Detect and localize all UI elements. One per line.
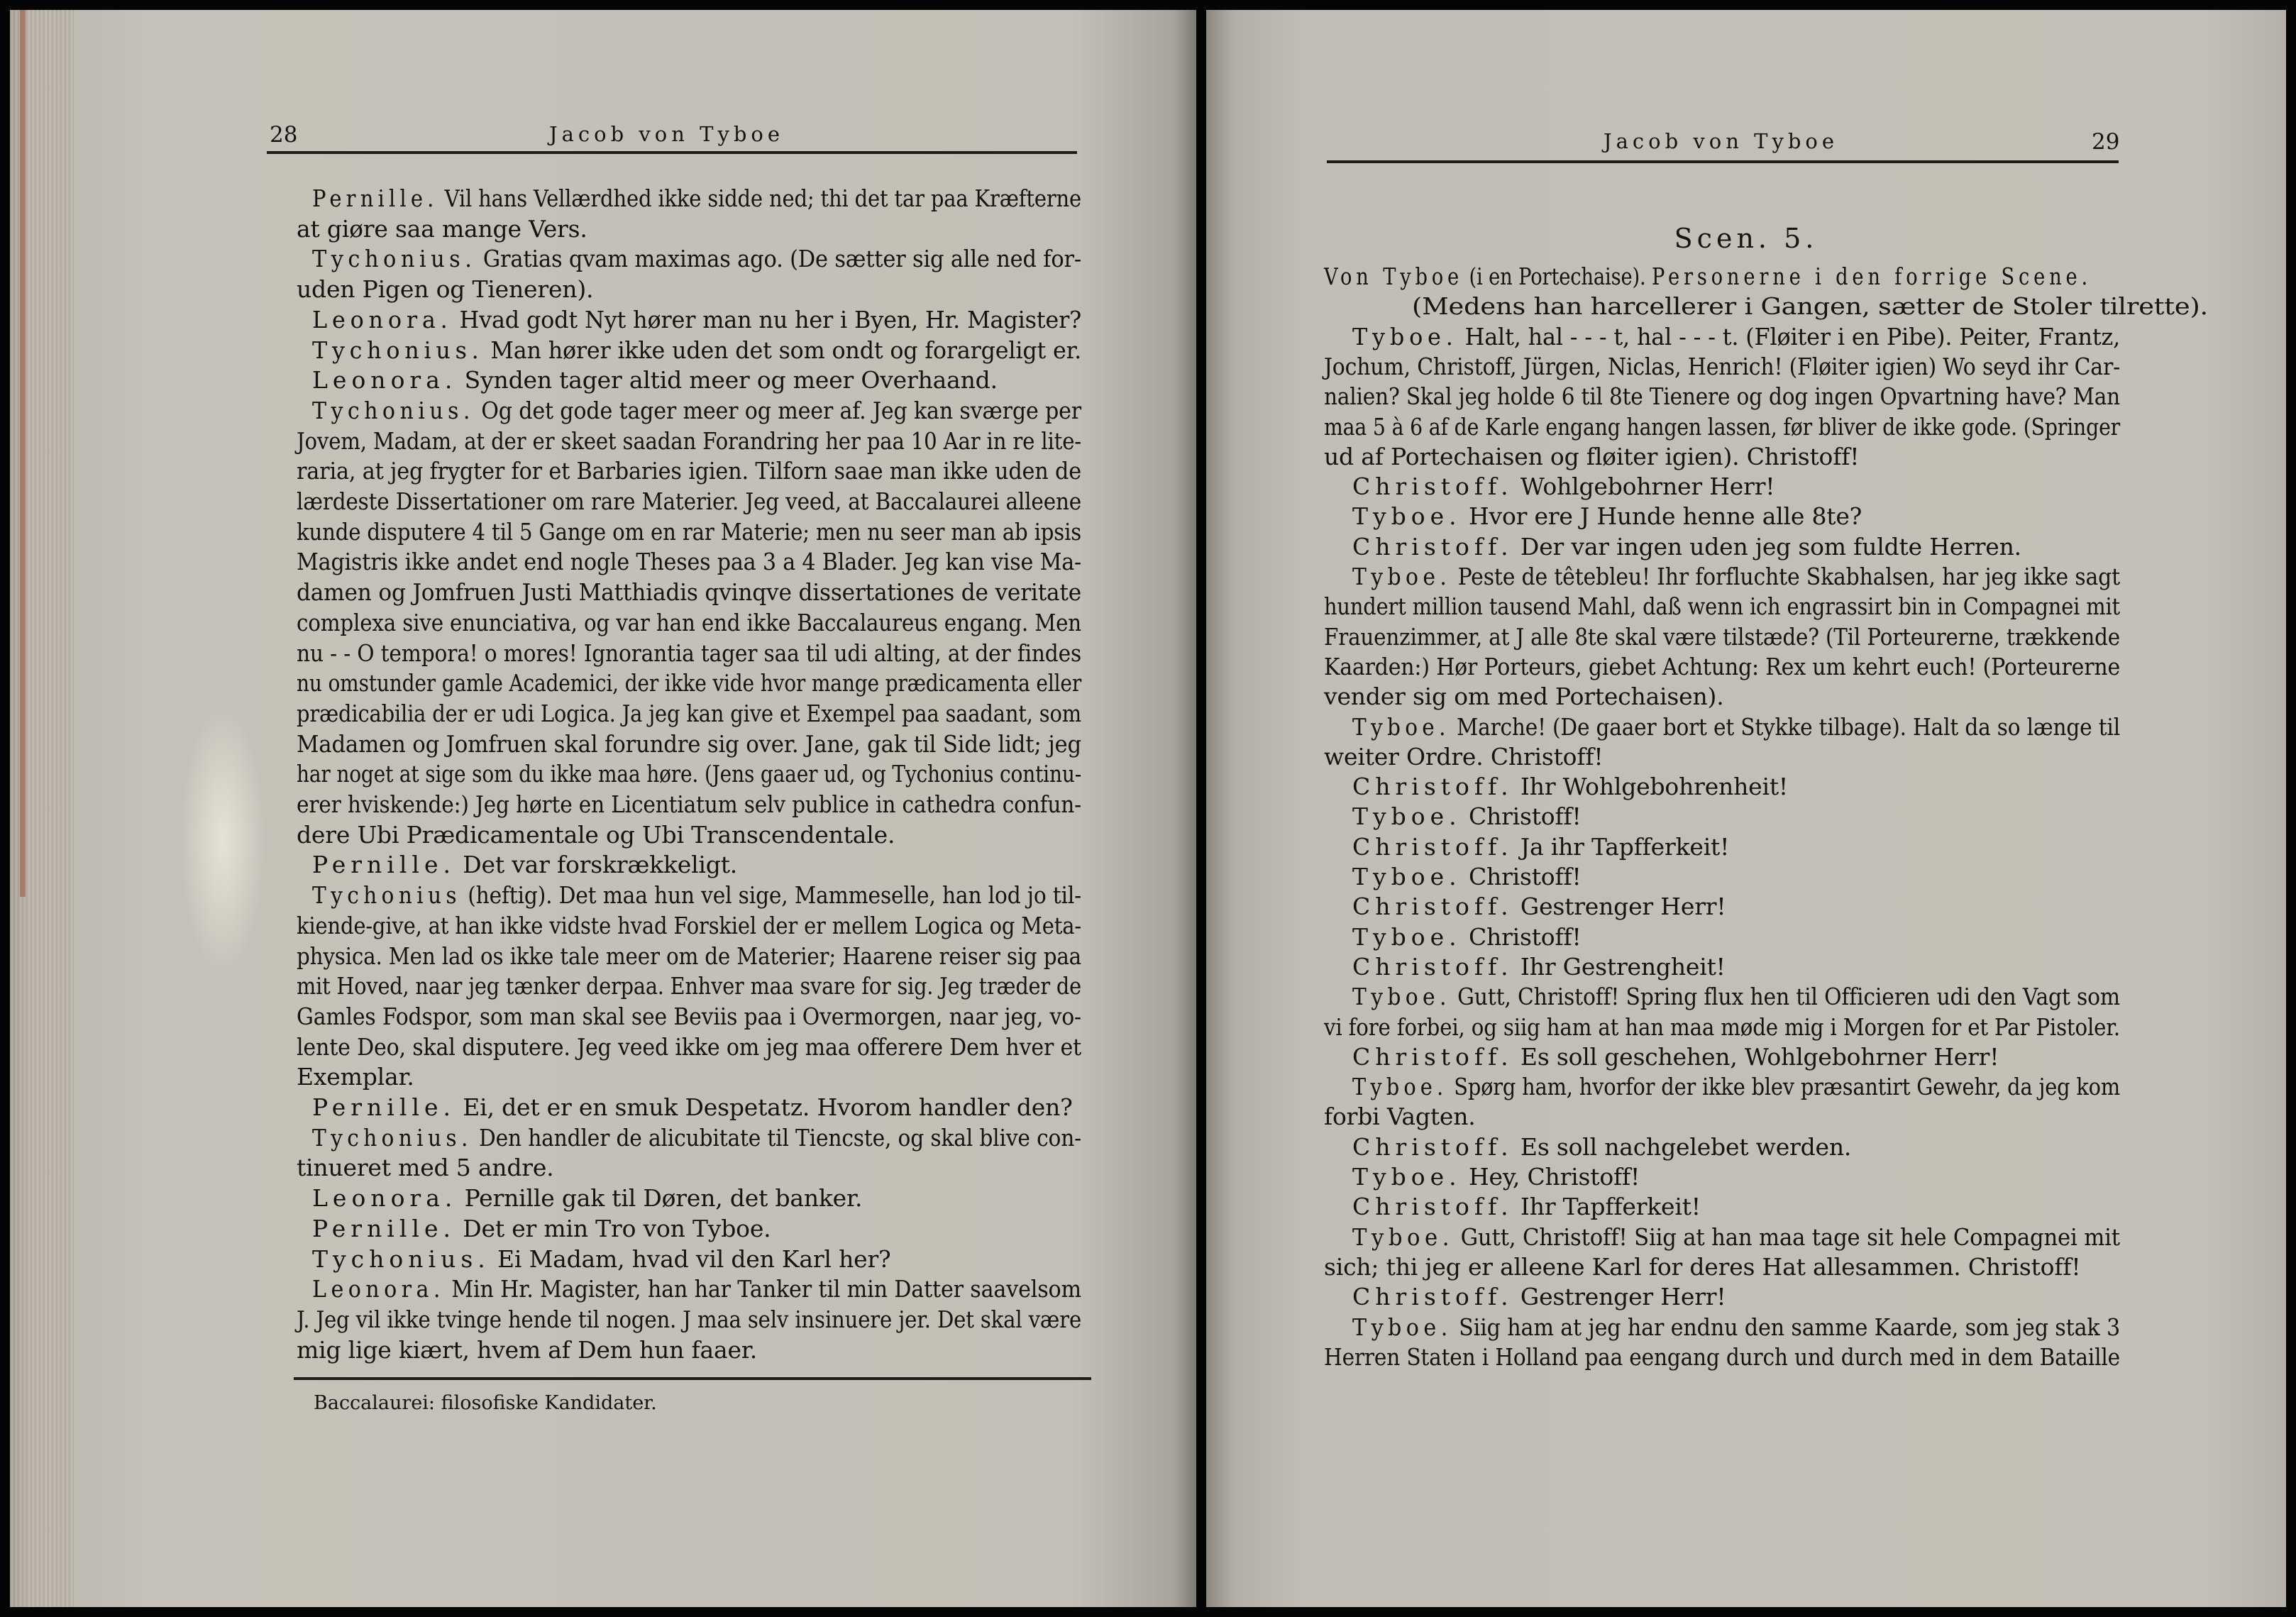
text-run: J. Jeg vil ikke tvinge hende til nogen. J maa selv insinuere jer. Det skal være: [297, 1305, 1082, 1333]
text-line: [1352, 1133, 1851, 1161]
text-line: [1324, 683, 1723, 711]
text-line: [1352, 983, 2120, 1011]
text-line: [1352, 1223, 2120, 1252]
text-line: [297, 1336, 757, 1364]
footnote: Baccalaurei: filosofiske Kandidater.: [314, 1392, 657, 1414]
speaker-name: Tychonius.: [312, 396, 475, 424]
text-run: Halt, hal - - - t, hal - - - t. (Fløiter i en Pibe). Peiter, Frantz,: [1457, 322, 2121, 351]
text-run: (i en Portechaise).: [1463, 263, 1652, 290]
text-run: Pernille gak til Døren, det banker.: [457, 1184, 863, 1213]
text-line: [297, 457, 1081, 485]
text-line: [297, 1003, 1081, 1031]
speaker-name: Tyboe.: [1352, 563, 1452, 590]
speaker-name: Christoff.: [1352, 1193, 1513, 1221]
speaker-name: Tychonius.: [312, 1123, 473, 1152]
text-run: nu omstunder gamle Academici, der ikke vide hvor mange prædicamenta eller: [297, 669, 1082, 697]
text-line: [297, 942, 1081, 971]
text-run: tinueret med 5 andre.: [297, 1154, 554, 1182]
text-line: [297, 1154, 553, 1182]
text-run: Ei Madam, hvad vil den Karl her?: [490, 1245, 891, 1273]
text-line: [1352, 323, 2120, 351]
text-line: [312, 397, 1081, 425]
text-line: [312, 1275, 1081, 1303]
text-run: nalien? Skal jeg holde 6 til 8te Tienere og dog ingen Opvartning have? Man: [1324, 382, 2121, 411]
text-line: [1352, 833, 1729, 861]
text-run: hundert million tausend Mahl, daß wenn ich engrassirt bin in Compagnei mit: [1324, 592, 2120, 621]
text-run: Hvor ere J Hunde henne alle 8te?: [1461, 502, 1862, 531]
speaker-name: Tyboe.: [1352, 922, 1462, 951]
speaker-name: Tyboe.: [1352, 712, 1450, 741]
text-run: Wohlgebohrner Herr!: [1513, 473, 1775, 501]
text-line: [1352, 533, 2021, 561]
text-run: maa 5 à 6 af de Karle engang hangen lassen, før bliver de ikke gode. (Springer: [1324, 412, 2121, 441]
text-run: vender sig om med Portechaisen).: [1324, 683, 1724, 711]
text-run: vi fore forbei, og siig ham at han maa møde mig i Morgen for et Par Pistoler.: [1324, 1012, 2120, 1041]
page-edge-stain: [20, 10, 26, 897]
speaker-name: Tyboe.: [1352, 983, 1451, 1011]
text-run: Ei, det er en smuk Despetatz. Hvorom handler den?: [455, 1093, 1073, 1121]
text-run: Den handler de alicubitate til Tiencste, og skal blive con-: [472, 1123, 1082, 1152]
text-run: Man hører ikke uden det som ondt og forargeligt er.: [483, 336, 1082, 364]
text-run: Gutt, Christoff! Siig at han maa tage sit hele Compagnei mit: [1454, 1223, 2120, 1251]
light-glare: [180, 705, 265, 975]
text-line: [1352, 773, 1788, 801]
text-line: [1324, 592, 2120, 621]
text-run: har noget at sige som du ikke maa høre. (Jens gaaer ud, og Tychonius continu-: [297, 760, 1082, 788]
text-run: Gamles Fodspor, som man skal see Beviis paa i Overmorgen, naar jeg, vo-: [297, 1002, 1081, 1030]
text-line: [1352, 1043, 1999, 1071]
speaker-name: Christoff.: [1352, 893, 1513, 921]
page-number: 28: [270, 122, 298, 148]
text-run: Gutt, Christoff! Spring flux hen til Officieren udi den Vagt som: [1450, 983, 2121, 1011]
text-line: [312, 366, 998, 394]
text-line: [297, 275, 593, 304]
text-run: Hvad godt Nyt hører man nu her i Byen, Hr. Magister?: [452, 305, 1082, 333]
text-run: Ihr Wohlgebohrenheit!: [1513, 773, 1788, 801]
text-line: [297, 700, 1081, 728]
page-number: 29: [2092, 129, 2120, 155]
text-line: [297, 518, 1081, 546]
text-line: [297, 972, 1081, 1000]
text-line: [312, 336, 1081, 365]
text-line: [1324, 1013, 2120, 1042]
text-run: dere Ubi Prædicamentale og Ubi Transcendentale.: [297, 820, 895, 849]
speaker-name: Pernille.: [312, 851, 456, 879]
text-run: Siig ham at jeg har endnu den samme Kaarde, som jeg stak 3: [1452, 1313, 2121, 1341]
text-line: [297, 548, 1081, 576]
speaker-name: Tyboe.: [1352, 1223, 1455, 1251]
text-run: Gestrenger Herr!: [1513, 893, 1726, 921]
text-line: [297, 730, 1081, 758]
text-line: [312, 881, 1081, 910]
text-run: sich; thi jeg er alleene Karl for deres Hat allesammen. Christoff!: [1324, 1252, 2081, 1281]
text-line: [1352, 713, 2120, 741]
speaker-name: Christoff.: [1352, 952, 1513, 981]
text-line: [312, 245, 1081, 273]
speaker-name: Christoff.: [1352, 1132, 1513, 1161]
text-line: [297, 215, 587, 243]
text-line: [297, 1033, 1081, 1061]
text-run: Es soll geschehen, Wohlgebohrner Herr!: [1513, 1042, 1999, 1071]
text-line: [1324, 1103, 1476, 1131]
text-line: [312, 1124, 1081, 1152]
text-run: Madamen og Jomfruen skal forundre sig over. Jane, gak til Side lidt; jeg: [297, 729, 1082, 758]
text-run: at giøre saa mange Vers.: [297, 214, 587, 243]
text-run: Ihr Tapfferkeit!: [1513, 1193, 1701, 1221]
text-line: [1412, 292, 2208, 321]
text-run: erer hviskende:) Jeg hørte en Licentiatum selv publice in cathedra confun-: [297, 790, 1081, 818]
text-line: [1352, 1193, 1701, 1221]
text-run: Kaarden:) Hør Porteurs, giebet Achtung: Rex um kehrt euch! (Porteurerne: [1324, 652, 2121, 680]
speaker-name: Von Tyboe: [1324, 263, 1464, 290]
text-run: physica. Men lad os ikke tale meer om de Materier; Haarene reiser sig paa: [297, 942, 1081, 970]
speaker-name: Leonora.: [312, 305, 453, 333]
right-page: [1206, 10, 2286, 1607]
speaker-name: Leonora.: [312, 366, 458, 394]
text-run: uden Pigen og Tieneren).: [297, 275, 594, 304]
text-line: [297, 427, 1081, 456]
text-line: [312, 1215, 771, 1243]
text-line: [297, 609, 1081, 637]
text-run: raria, at jeg frygter for et Barbaries igien. Tilforn saae man ikke uden de: [297, 457, 1082, 485]
text-line: [1324, 623, 2120, 651]
text-run: forbi Vagten.: [1324, 1103, 1476, 1131]
text-run: Hey, Christoff!: [1461, 1163, 1640, 1191]
text-line: [297, 578, 1081, 607]
text-run: Gratias qvam maximas ago. (De sætter sig alle ned for-: [476, 245, 1082, 273]
text-run: Christoff!: [1461, 802, 1582, 831]
text-line: [1352, 502, 1862, 531]
text-run: Christoff!: [1461, 863, 1582, 890]
text-line: [312, 851, 737, 879]
text-line: [1324, 743, 1603, 771]
text-line: [297, 760, 1081, 788]
text-run: Exemplar.: [297, 1063, 414, 1091]
speaker-name: Leonora.: [312, 1275, 445, 1303]
text-run: Og det gode tager meer og meer af. Jeg kan sværge per: [474, 396, 1081, 424]
speaker-name: Christoff.: [1352, 532, 1513, 561]
speaker-name: Christoff.: [1352, 1283, 1513, 1311]
text-run: Herren Staten i Holland paa eengang durch und durch med in dem Bataille: [1324, 1342, 2120, 1371]
header-rule: [1327, 160, 2119, 163]
text-run: kunde disputere 4 til 5 Gange om en rar Materie; men nu seer man ab ipsis: [297, 517, 1082, 546]
text-run: complexa sive enunciativa, og var han end ikke Baccalaureus engang. Men: [297, 608, 1081, 636]
speaker-name: Tyboe.: [1352, 863, 1462, 890]
text-line: [297, 790, 1081, 819]
speaker-name: Tyboe.: [1352, 1073, 1448, 1101]
text-line: [1352, 1163, 1640, 1191]
text-line: [297, 1306, 1081, 1334]
text-run: Magistris ikke andet end nogle Theses paa 3 a 4 Blader. Jeg kan vise Ma-: [297, 548, 1082, 576]
text-line: [297, 821, 895, 849]
text-run: Jovem, Madam, at der er skeet saadan Forandring her paa 10 Aar in re lite-: [297, 426, 1081, 455]
speaker-name: Personerne i den forrige Scene.: [1652, 263, 2092, 290]
text-run: (heftig). Det maa hun vel sige, Mammeselle, han lod jo til-: [460, 881, 1082, 910]
speaker-name: Tyboe.: [1352, 1163, 1462, 1191]
text-run: mit Hoved, naar jeg tænker derpaa. Enhver maa svare for sig. Jeg træder de: [297, 972, 1081, 1000]
speaker-name: Tyboe.: [1352, 322, 1458, 351]
text-line: [297, 487, 1081, 516]
left-page: [10, 10, 1196, 1607]
running-title: Jacob von Tyboe: [549, 122, 785, 146]
speaker-name: Christoff.: [1352, 832, 1513, 861]
text-line: [1324, 382, 2120, 411]
text-run: Min Hr. Magister, han har Tanker til min Datter saavelsom: [444, 1275, 1081, 1303]
text-line: [297, 669, 1081, 697]
text-line: [297, 912, 1081, 940]
text-line: [1324, 1343, 2120, 1372]
text-line: [1352, 563, 2120, 591]
text-line: [1324, 653, 2120, 681]
text-line: [1352, 802, 1582, 831]
text-run: Frauenzimmer, at J alle 8te skal være tilstæde? (Til Porteurerne, trækkende: [1324, 622, 2121, 651]
speaker-name: Christoff.: [1352, 473, 1513, 501]
text-line: [1324, 413, 2120, 441]
running-title: Jacob von Tyboe: [1604, 129, 1839, 153]
text-line: [312, 1093, 1073, 1122]
text-run: ud af Portechaisen og fløiter igien). Christoff!: [1324, 442, 1860, 470]
text-run: Vil hans Vellærdhed ikke sidde ned; thi det tar paa Kræfterne: [438, 184, 1082, 212]
text-run: lærdeste Dissertationer om rare Materier. Jeg veed, at Baccalaurei alleene: [297, 487, 1082, 515]
speaker-name: Pernille.: [312, 184, 438, 212]
text-run: Spørg ham, hvorfor der ikke blev præsantirt Gewehr, da jeg kom: [1447, 1073, 2121, 1101]
text-line: [1352, 1313, 2120, 1342]
text-run: Christoff!: [1461, 922, 1582, 951]
text-run: Synden tager altid meer og meer Overhaand.: [457, 366, 998, 394]
text-run: Det er min Tro von Tyboe.: [455, 1214, 771, 1242]
speaker-name: Tychonius.: [312, 336, 484, 364]
text-line: [312, 1245, 891, 1274]
scene-heading: Scen. 5.: [1674, 223, 1818, 254]
text-run: Der var ingen uden jeg som fuldte Herren.: [1513, 532, 2021, 561]
speaker-name: Christoff.: [1352, 1042, 1513, 1071]
text-run: (Medens han harcellerer i Gangen, sætter de Stoler tilrette).: [1412, 292, 2209, 321]
text-run: lente Deo, skal disputere. Jeg veed ikke om jeg maa offerere Dem hver et: [297, 1032, 1082, 1061]
text-run: nu - - O tempora! o mores! Ignorantia tager saa til udi alting, at der findes: [297, 639, 1082, 667]
speaker-name: Leonora.: [312, 1184, 458, 1213]
text-line: [1352, 953, 1726, 981]
speaker-name: Tychonius: [312, 881, 461, 910]
text-run: Det var forskrækkeligt.: [455, 851, 738, 879]
text-run: Marche! (De gaaer bort et Stykke tilbage). Halt da so længe til: [1450, 712, 2121, 741]
text-line: [297, 1063, 414, 1091]
text-run: Ja ihr Tapfferkeit!: [1513, 832, 1730, 861]
text-line: [312, 306, 1081, 334]
text-line: [1324, 353, 2120, 381]
speaker-name: Tyboe.: [1352, 802, 1462, 831]
text-line: [312, 184, 1081, 213]
text-line: [1352, 1073, 2120, 1101]
text-line: [1352, 863, 1582, 891]
text-run: Es soll nachgelebet werden.: [1513, 1132, 1852, 1161]
text-line: [1324, 263, 2092, 291]
text-run: prædicabilia der er udi Logica. Ja jeg kan give et Exempel paa saadant, som: [297, 699, 1081, 727]
text-run: Peste de têtebleu! Ihr forfluchte Skabhalsen, har jeg ikke sagt: [1451, 563, 2120, 590]
text-line: [312, 1184, 862, 1213]
text-run: kiende-give, at han ikke vidste hvad Forskiel der er mellem Logica og Meta-: [297, 911, 1081, 939]
header-rule: [267, 151, 1077, 154]
speaker-name: Tyboe.: [1352, 1313, 1452, 1341]
speaker-name: Tychonius.: [312, 245, 477, 273]
speaker-name: Tychonius.: [312, 1245, 490, 1273]
text-run: Ihr Gestrengheit!: [1513, 952, 1726, 981]
text-line: [1352, 1283, 1726, 1311]
text-line: [1324, 443, 1859, 471]
text-line: [297, 639, 1081, 668]
footnote-rule: [294, 1377, 1091, 1380]
text-run: mig lige kiært, hvem af Dem hun faaer.: [297, 1335, 758, 1364]
text-run: damen og Jomfruen Justi Matthiadis qvinqve dissertationes de veritate: [297, 578, 1082, 607]
text-line: [1352, 923, 1582, 951]
text-run: Gestrenger Herr!: [1513, 1283, 1726, 1311]
speaker-name: Tyboe.: [1352, 502, 1462, 531]
text-line: [1352, 473, 1775, 501]
speaker-name: Pernille.: [312, 1093, 456, 1121]
speaker-name: Pernille.: [312, 1214, 456, 1242]
text-line: [1352, 893, 1726, 921]
speaker-name: Christoff.: [1352, 773, 1513, 801]
text-line: [1324, 1253, 2080, 1281]
text-run: weiter Ordre. Christoff!: [1324, 742, 1604, 771]
text-run: Jochum, Christoff, Jürgen, Niclas, Henrich! (Fløiter igien) Wo seyd ihr Car-: [1324, 352, 2121, 380]
